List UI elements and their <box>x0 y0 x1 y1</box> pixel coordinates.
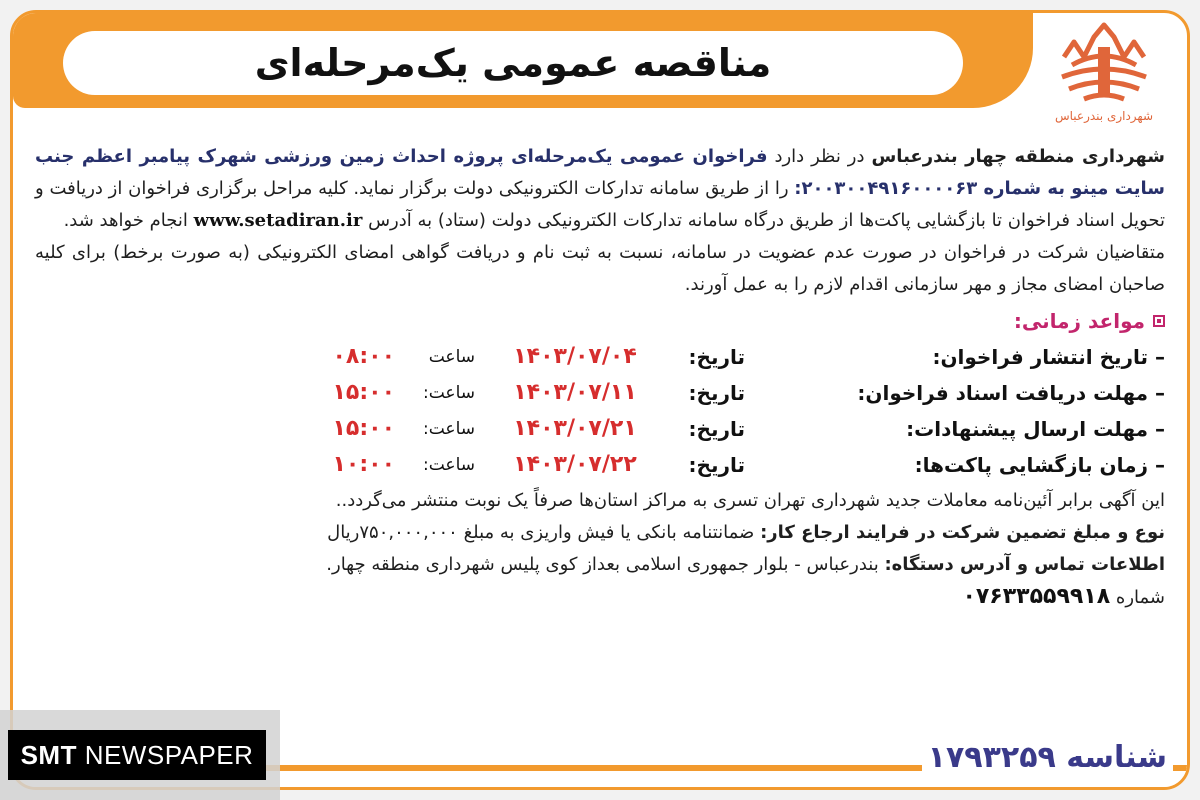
header-bar <box>13 13 1033 108</box>
intro-text-3: انجام خواهد شد. <box>63 210 194 231</box>
municipality-logo <box>1029 17 1179 137</box>
watermark-light: NEWSPAPER <box>76 739 254 770</box>
schedule-date: ۱۴۰۳/۰۷/۲۱ <box>513 416 637 441</box>
watermark-bold: SMT <box>20 739 77 770</box>
schedule-time: ۱۰:۰۰ <box>332 452 395 477</box>
organization-name: شهرداری منطقه چهار بندرعباس <box>871 146 1166 167</box>
applicants-paragraph: متقاضیان شرکت در فراخوان در صورت عدم عضویت در سامانه، نسبت به ثبت نام و دریافت گواهی امضای الکترونیکی (به صورت برخط) برای کلیه صاحبان امضای مجاز و مهر سازمانی اقدام لازم را به عمل آورند. <box>35 242 1165 295</box>
newspaper-watermark <box>0 710 280 800</box>
schedule-date-label: تاریخ: <box>688 453 745 477</box>
schedule-date: ۱۴۰۳/۰۷/۰۴ <box>513 344 637 369</box>
watermark-text <box>21 740 254 771</box>
schedule-heading <box>35 305 1165 337</box>
intro-text-2: را از طریق سامانه تدارکات الکترونیکی دولت برگزار نماید. کلیه مراحل برگزاری فراخوان از دریافت و تحویل اسناد فراخوان تا بازگشایی پاکت‌ها از طریق درگاه سامانه تدارکات الکترونیکی دولت (ستاد) به آدرس <box>35 178 1165 231</box>
schedule-time: ۱۵:۰۰ <box>332 416 395 441</box>
page-title: مناقصه عمومی یک‌مرحله‌ای <box>254 41 772 85</box>
guarantee-paragraph <box>35 517 1165 549</box>
schedule-time-label: ساعت: <box>423 419 475 439</box>
schedule-row <box>35 339 1165 375</box>
schedule-time: ۱۵:۰۰ <box>332 380 395 405</box>
phone-label: شماره <box>1110 587 1165 608</box>
guarantee-text: ضمانتنامه بانکی یا فیش واریزی به مبلغ ۷۵۰,۰۰۰,۰۰۰ریال <box>327 522 761 543</box>
project-title: فراخوان عمومی یک‌مرحله‌ای پروژه احداث زمین ورزشی شهرک پیامبر اعظم جنب سایت مینو به شماره ۲۰۰۳۰۰۴۹۱۶۰۰۰۰۶۳: <box>35 146 1165 199</box>
contact-label: اطلاعات تماس و آدرس دستگاه: <box>884 554 1165 575</box>
schedule-date: ۱۴۰۳/۰۷/۱۱ <box>513 380 637 405</box>
setad-link[interactable]: www.setadiran.ir <box>193 210 363 231</box>
logo-caption: شهرداری بندرعباس <box>1054 109 1154 123</box>
ad-frame <box>10 10 1190 790</box>
schedule-date-label: تاریخ: <box>688 417 745 441</box>
contact-paragraph <box>35 549 1165 581</box>
schedule-row <box>35 411 1165 447</box>
schedule-time-label: ساعت: <box>423 455 475 475</box>
schedule-time: ۰۸:۰۰ <box>332 344 395 369</box>
schedule-table <box>35 339 1165 483</box>
schedule-label: – تاریخ انتشار فراخوان: <box>932 345 1165 369</box>
municipality-logo-icon <box>1044 17 1164 107</box>
schedule-row <box>35 447 1165 483</box>
guarantee-label: نوع و مبلغ تضمین شرکت در فرایند ارجاع کار: <box>760 522 1165 543</box>
schedule-time-label: ساعت: <box>423 383 475 403</box>
schedule-label: – مهلت دریافت اسناد فراخوان: <box>857 381 1165 405</box>
phone-number: ۰۷۶۳۳۵۵۹۹۱۸ <box>962 584 1111 609</box>
schedule-label: – زمان بازگشایی پاکت‌ها: <box>914 453 1165 477</box>
schedule-row <box>35 375 1165 411</box>
schedule-date-label: تاریخ: <box>688 381 745 405</box>
intro-paragraph <box>35 141 1165 237</box>
schedule-time-label: ساعت <box>428 347 475 367</box>
phone-line <box>35 581 1165 614</box>
watermark-box <box>8 730 266 780</box>
title-box <box>63 31 963 95</box>
intro-text-1: در نظر دارد <box>767 146 872 167</box>
publication-notice: این آگهی برابر آئین‌نامه معاملات جدید شهرداری تهران تسری به مراکز استان‌ها صرفاً یک نوبت منتشر می‌گردد.. <box>335 490 1165 511</box>
contact-address: بندرعباس - بلوار جمهوری اسلامی بعداز کوی پلیس شهرداری منطقه چهار. <box>326 554 885 575</box>
schedule-heading-text: مواعد زمانی: <box>1013 309 1145 333</box>
schedule-label: – مهلت ارسال پیشنهادات: <box>906 417 1165 441</box>
schedule-date: ۱۴۰۳/۰۷/۲۲ <box>513 452 637 477</box>
ad-id: شناسه ۱۷۹۳۲۵۹ <box>922 740 1173 775</box>
schedule-date-label: تاریخ: <box>688 345 745 369</box>
square-bullet-icon <box>1153 315 1165 327</box>
ad-body <box>35 141 1165 614</box>
